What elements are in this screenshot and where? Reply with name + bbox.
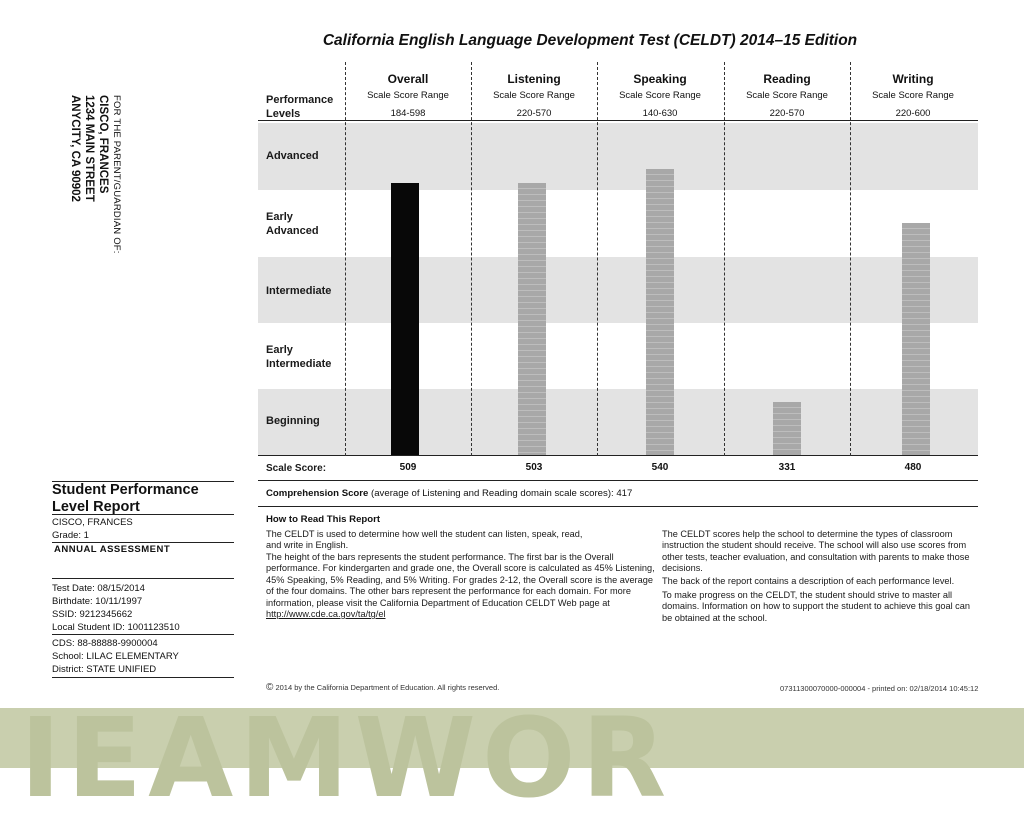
celdt-web-link[interactable]: http://www.cde.ca.gov/ta/tg/el bbox=[266, 609, 386, 620]
column-divider bbox=[850, 62, 851, 456]
header-rule bbox=[258, 120, 978, 121]
chart-baseline bbox=[258, 455, 978, 456]
howto-paragraph-1: The CELDT is used to determine how well the student can listen, speak, read, and write in English. bbox=[266, 529, 583, 551]
school-name: School: LILAC ELEMENTARY bbox=[52, 651, 179, 662]
recipient-name: CISCO, FRANCES bbox=[97, 95, 109, 194]
student-grade: Grade: 1 bbox=[52, 530, 89, 541]
column-range: 220-570 bbox=[769, 108, 805, 119]
report-rule bbox=[52, 578, 234, 579]
copyright-text: 2014 by the California Department of Education. All rights reserved. bbox=[275, 683, 500, 692]
column-divider bbox=[471, 62, 472, 456]
local-student-id: Local Student ID: 1001123510 bbox=[52, 622, 180, 633]
comprehension-score bbox=[266, 488, 632, 499]
column-name: Writing bbox=[892, 72, 934, 86]
column-range: 220-600 bbox=[895, 108, 931, 119]
level-label-intermediate: Intermediate bbox=[266, 285, 332, 297]
bar-listening bbox=[518, 183, 546, 455]
column-range: 140-630 bbox=[642, 108, 678, 119]
band-advanced bbox=[258, 123, 978, 190]
right-paragraph-3: To make progress on the CELDT, the student should strive to master all domains. Information on how to support the student to achieve this goal can be obtained at the school. bbox=[662, 590, 970, 623]
column-divider bbox=[597, 62, 598, 456]
watermark-strip bbox=[0, 694, 1024, 822]
test-date: Test Date: 08/15/2014 bbox=[52, 583, 145, 594]
scale-score-listening: 503 bbox=[525, 462, 543, 473]
howto-heading: How to Read This Report bbox=[266, 514, 381, 525]
copyright-line bbox=[266, 682, 499, 693]
column-name: Overall bbox=[387, 72, 429, 86]
level-label-advanced: Advanced bbox=[266, 150, 319, 162]
comprehension-text: (average of Listening and Reading domain scale scores): 417 bbox=[368, 488, 633, 499]
bar-reading bbox=[773, 402, 801, 455]
scale-score-overall: 509 bbox=[399, 462, 417, 473]
column-divider bbox=[724, 62, 725, 456]
column-subtitle: Scale Score Range bbox=[493, 90, 575, 101]
recipient-street: 1234 MAIN STREET bbox=[83, 95, 95, 202]
column-range: 184-598 bbox=[390, 108, 426, 119]
scale-score-writing: 480 bbox=[904, 462, 922, 473]
report-bottom-rule bbox=[52, 677, 234, 678]
column-divider bbox=[345, 62, 346, 456]
report-rule bbox=[52, 634, 234, 635]
watermark-graphic: IEAMWOR bbox=[20, 694, 673, 822]
comprehension-rule bbox=[258, 506, 978, 507]
column-header-overall bbox=[345, 72, 471, 119]
howto-paragraph-2 bbox=[266, 552, 656, 620]
column-subtitle: Scale Score Range bbox=[619, 90, 701, 101]
band-beginning bbox=[258, 389, 978, 455]
column-subtitle: Scale Score Range bbox=[746, 90, 828, 101]
performance-label-line2: Levels bbox=[266, 108, 301, 120]
column-subtitle: Scale Score Range bbox=[367, 90, 449, 101]
level-label-early-intermediate: Early Intermediate bbox=[266, 344, 332, 370]
level-label-beginning: Beginning bbox=[266, 415, 320, 427]
right-paragraph-1: The CELDT scores help the school to determine the types of classroom instruction the student should receive. The school will also use scores from other tests, teacher evaluation, and consultation with parents to make those decisions. bbox=[662, 529, 970, 574]
report-student-block bbox=[52, 516, 133, 542]
column-range: 220-570 bbox=[516, 108, 552, 119]
report-box-title bbox=[52, 482, 199, 516]
column-name: Listening bbox=[507, 72, 561, 86]
cds-code: CDS: 88-88888-9900004 bbox=[52, 638, 158, 649]
student-name: CISCO, FRANCES bbox=[52, 517, 133, 528]
bar-overall bbox=[391, 183, 419, 455]
scale-score-label: Scale Score: bbox=[266, 463, 327, 474]
copyright-symbol: © bbox=[266, 682, 274, 693]
howto-paragraph-2-text: The height of the bars represents the student performance. The first bar is the Overall performance. For kindergarten and grade one, the Overall score is calculated as 45% Listening, 45% Speaking, 5% Reading, and 5% Writing. For grades 2-12, the Overall score is the average of the four domains. The other bars represent the performance for each domain. For more information, please visit the California Department of Education CELDT Web page at bbox=[266, 552, 655, 608]
comprehension-label: Comprehension Score bbox=[266, 488, 369, 499]
recipient-caption: FOR THE PARENT/GUARDIAN OF: bbox=[111, 95, 122, 254]
bar-speaking bbox=[646, 169, 674, 455]
ssid: SSID: 9212345662 bbox=[52, 609, 133, 620]
column-header-writing bbox=[850, 72, 976, 119]
performance-levels-label bbox=[266, 93, 333, 121]
column-name: Reading bbox=[763, 72, 811, 86]
report-title-line2: Level Report bbox=[52, 499, 140, 515]
performance-label-line1: Performance bbox=[266, 94, 334, 106]
scale-score-speaking: 540 bbox=[651, 462, 669, 473]
birthdate: Birthdate: 10/11/1997 bbox=[52, 596, 143, 607]
report-title-line1: Student Performance bbox=[52, 482, 199, 498]
column-header-speaking bbox=[597, 72, 723, 119]
recipient-city: ANYCITY, CA 90902 bbox=[69, 95, 81, 202]
bar-writing bbox=[902, 223, 930, 455]
scale-score-reading: 331 bbox=[778, 462, 796, 473]
column-name: Speaking bbox=[633, 72, 687, 86]
school-info-block bbox=[52, 637, 179, 676]
band-intermediate bbox=[258, 257, 978, 323]
column-header-listening bbox=[471, 72, 597, 119]
column-subtitle: Scale Score Range bbox=[872, 90, 954, 101]
right-paragraph-2: The back of the report contains a description of each performance level. bbox=[662, 576, 955, 586]
score-row-rule bbox=[258, 480, 978, 481]
print-code: 07311300070000-000004 - printed on: 02/18/2014 10:45:12 bbox=[780, 684, 979, 693]
recipient-address bbox=[68, 95, 110, 202]
level-label-early-advanced: Early Advanced bbox=[266, 211, 319, 237]
annual-assessment-label: ANNUAL ASSESSMENT bbox=[54, 544, 171, 555]
report-title: California English Language Development Test (CELDT) 2014–15 Edition bbox=[322, 32, 858, 49]
test-info-block bbox=[52, 582, 180, 634]
report-top-rule bbox=[52, 481, 234, 482]
column-header-reading bbox=[724, 72, 850, 119]
report-rule bbox=[52, 514, 234, 515]
district-name: District: STATE UNIFIED bbox=[52, 664, 157, 675]
